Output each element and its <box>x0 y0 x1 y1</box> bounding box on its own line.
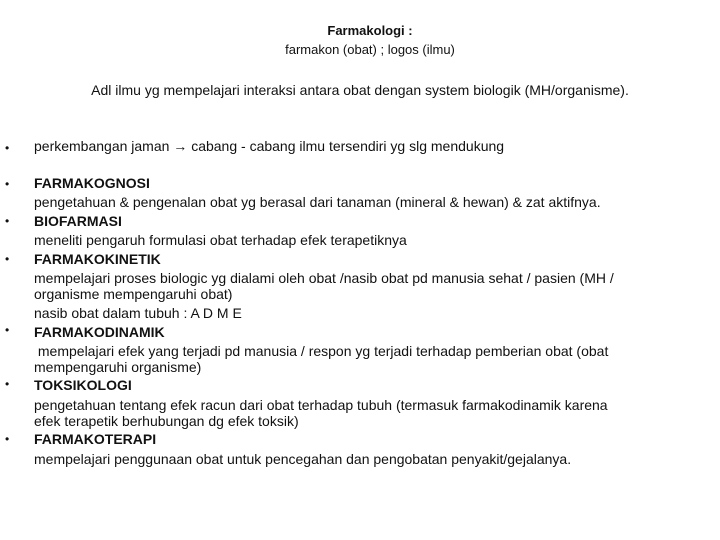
section-text: mempelajari penggunaan obat untuk pencegahan dan pengobatan penyakit/gejalanya. <box>34 451 572 467</box>
section-text: mempelajari efek yang terjadi pd manusia / respon yg terjadi terhadap pemberian obat (obat <box>34 343 609 359</box>
section-text: mempengaruhi organisme) <box>34 359 202 375</box>
bullet-marker: • <box>5 432 10 446</box>
bullet-marker: • <box>5 214 10 228</box>
section-text: efek terapetik berhubungan dg efek toksik) <box>34 413 299 429</box>
section-text: mempelajari proses biologic yg dialami oleh obat /nasib obat pd manusia sehat / pasien (MH / <box>34 270 614 286</box>
bullet-marker: • <box>5 177 10 191</box>
section-heading: TOKSIKOLOGI <box>34 377 132 393</box>
bullet-marker: • <box>5 252 10 266</box>
section-heading: FARMAKOKINETIK <box>34 251 161 267</box>
bullet-marker: • <box>5 141 10 155</box>
section-text: pengetahuan tentang efek racun dari obat terhadap tubuh (termasuk farmakodinamik karena <box>34 397 608 413</box>
section-text: organisme mempengaruhi obat) <box>34 286 233 302</box>
section-heading: FARMAKODINAMIK <box>34 324 165 340</box>
section-heading: FARMAKOTERAPI <box>34 431 157 447</box>
section-text: pengetahuan & pengenalan obat yg berasal dari tanaman (mineral & hewan) & zat aktifnya. <box>34 194 601 210</box>
section-heading: BIOFARMASI <box>34 213 122 229</box>
page-subtitle: farmakon (obat) ; logos (ilmu) <box>285 42 455 57</box>
bullet-marker: • <box>5 377 10 391</box>
bullet-marker: • <box>5 323 10 337</box>
intro-text: perkembangan jaman → cabang - cabang ilmu tersendiri yg slg mendukung <box>34 138 505 154</box>
page-title: Farmakologi : <box>327 23 413 38</box>
section-text: nasib obat dalam tubuh : A D M E <box>34 305 242 321</box>
section-heading: FARMAKOGNOSI <box>34 175 150 191</box>
definition-text: Adl ilmu yg mempelajari interaksi antara obat dengan system biologik (MH/organisme). <box>91 82 629 98</box>
section-text: meneliti pengaruh formulasi obat terhadap efek terapetiknya <box>34 232 407 248</box>
